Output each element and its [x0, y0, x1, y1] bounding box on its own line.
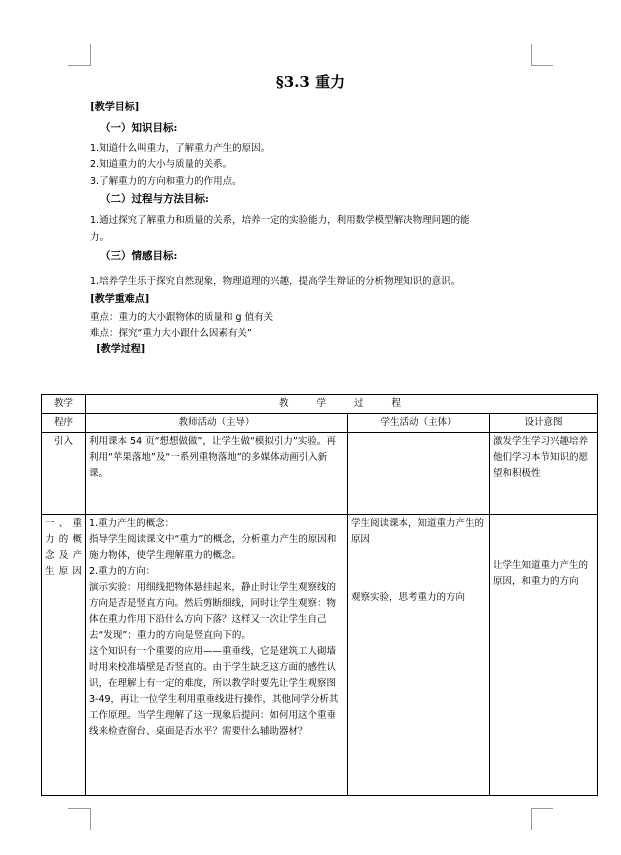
row-student: [348, 515, 490, 796]
header-intent: 设计意图: [490, 414, 598, 433]
crop-mark-bottom-left: [90, 808, 91, 830]
crop-mark-top-left: [90, 44, 91, 66]
row-teacher: [86, 515, 348, 796]
crop-mark-bottom-right: [531, 808, 532, 830]
table-row: [42, 515, 598, 796]
emotion-heading: （三）情感目标:: [100, 250, 178, 262]
teacher-line: 这个知识有一个重要的应用——重垂线，它是建筑工人砌墙时用来校准墙壁是否竖直的。由于学生缺乏这方面的感性认识，在理解上有一定的难度，所以教学时要先让学生观察图 3-49，再让一位学生利用重垂线进行操作，其他同学分析其工作原理。当学生理解了这一现象后提问：如何用这个重垂线来检查窗台、桌面是否水平？需要什么辅助器材？: [89, 646, 339, 737]
process-item: 1.通过探究了解重力和质量的关系，培养一定的实验能力，利用数学模型解决物理问题的能: [90, 215, 470, 226]
key-point: 重点：重力的大小跟物体的质量和 g 值有关: [90, 312, 274, 323]
row-intent: 激发学生学习兴趣培养他们学习本节知识的愿望和积极性: [490, 433, 598, 515]
knowledge-item: 2.知道重力的大小与质量的关系。: [90, 159, 233, 170]
header-student: 学生活动（主体）: [348, 414, 490, 433]
header-process: 教 学 过 程: [86, 395, 598, 414]
row-student: [348, 433, 490, 515]
teacher-line: 1.重力产生的概念：: [89, 518, 175, 529]
row-intent: [490, 515, 598, 796]
teacher-line: 2.重力的方向：: [89, 566, 156, 577]
crop-mark-bottom-right: [531, 808, 553, 809]
process-heading: （二）过程与方法目标:: [100, 193, 209, 205]
knowledge-item: 1.知道什么叫重力，了解重力产生的原因。: [90, 143, 271, 154]
crop-mark-bottom-left: [68, 808, 91, 809]
emotion-item: 1.培养学生乐于探究自然现象，物理道理的兴趣，提高学生辩证的分析物理知识的意识。: [90, 276, 461, 287]
header-phase-bottom: 程序: [42, 414, 86, 433]
student-line: 学生阅读课本，知道重力产生的原因: [351, 518, 485, 545]
row-teacher: 利用课本 54 页“想想做做”，让学生做“模拟引力”实验。再利用“苹果落地”及“一系列重物落地”的多媒体动画引入新课。: [86, 433, 348, 515]
teacher-line: 指导学生阅读课文中“重力”的概念，分析重力产生的原因和施力物体，使学生理解重力的概念。: [89, 534, 337, 561]
knowledge-item: 3.了解重力的方向和重力的作用点。: [90, 176, 242, 187]
process-item: 力。: [90, 232, 110, 243]
table-header-row: [42, 414, 598, 433]
difficulty-heading: [教学重难点]: [90, 294, 150, 305]
header-teacher: 教师活动（主导）: [86, 414, 348, 433]
teacher-line: 演示实验：用细线把物体悬挂起来，静止时让学生观察线的方向是否是竖直方向。然后剪断细线，同时让学生观察：物体在重力作用下沿什么方向下落？这样又一次让学生自己去“发现”：重力的方向是竖直向下的。: [89, 582, 337, 641]
crop-mark-top-left: [68, 65, 91, 66]
row-phase: 引入: [42, 433, 86, 515]
header-phase-top: 教学: [42, 395, 86, 414]
crop-mark-top-right: [531, 44, 532, 66]
row-phase: 一、重力的概念及产生原因: [42, 515, 86, 796]
hard-point: 难点：探究“重力大小跟什么因素有关”: [90, 328, 252, 339]
process-section-heading: [教学过程]: [96, 344, 146, 355]
student-line: 观察实验，思考重力的方向: [351, 592, 466, 603]
crop-mark-top-right: [531, 65, 553, 66]
objectives-heading: [教学目标]: [90, 102, 140, 113]
teaching-process-table: [41, 394, 598, 796]
intent-line: 让学生知道重力产生的原因，和重力的方向: [493, 560, 589, 587]
table-row: [42, 433, 598, 515]
page-title: §3.3 重力: [275, 73, 346, 91]
table-header-row: [42, 395, 598, 414]
knowledge-heading: （一）知识目标:: [100, 122, 178, 134]
